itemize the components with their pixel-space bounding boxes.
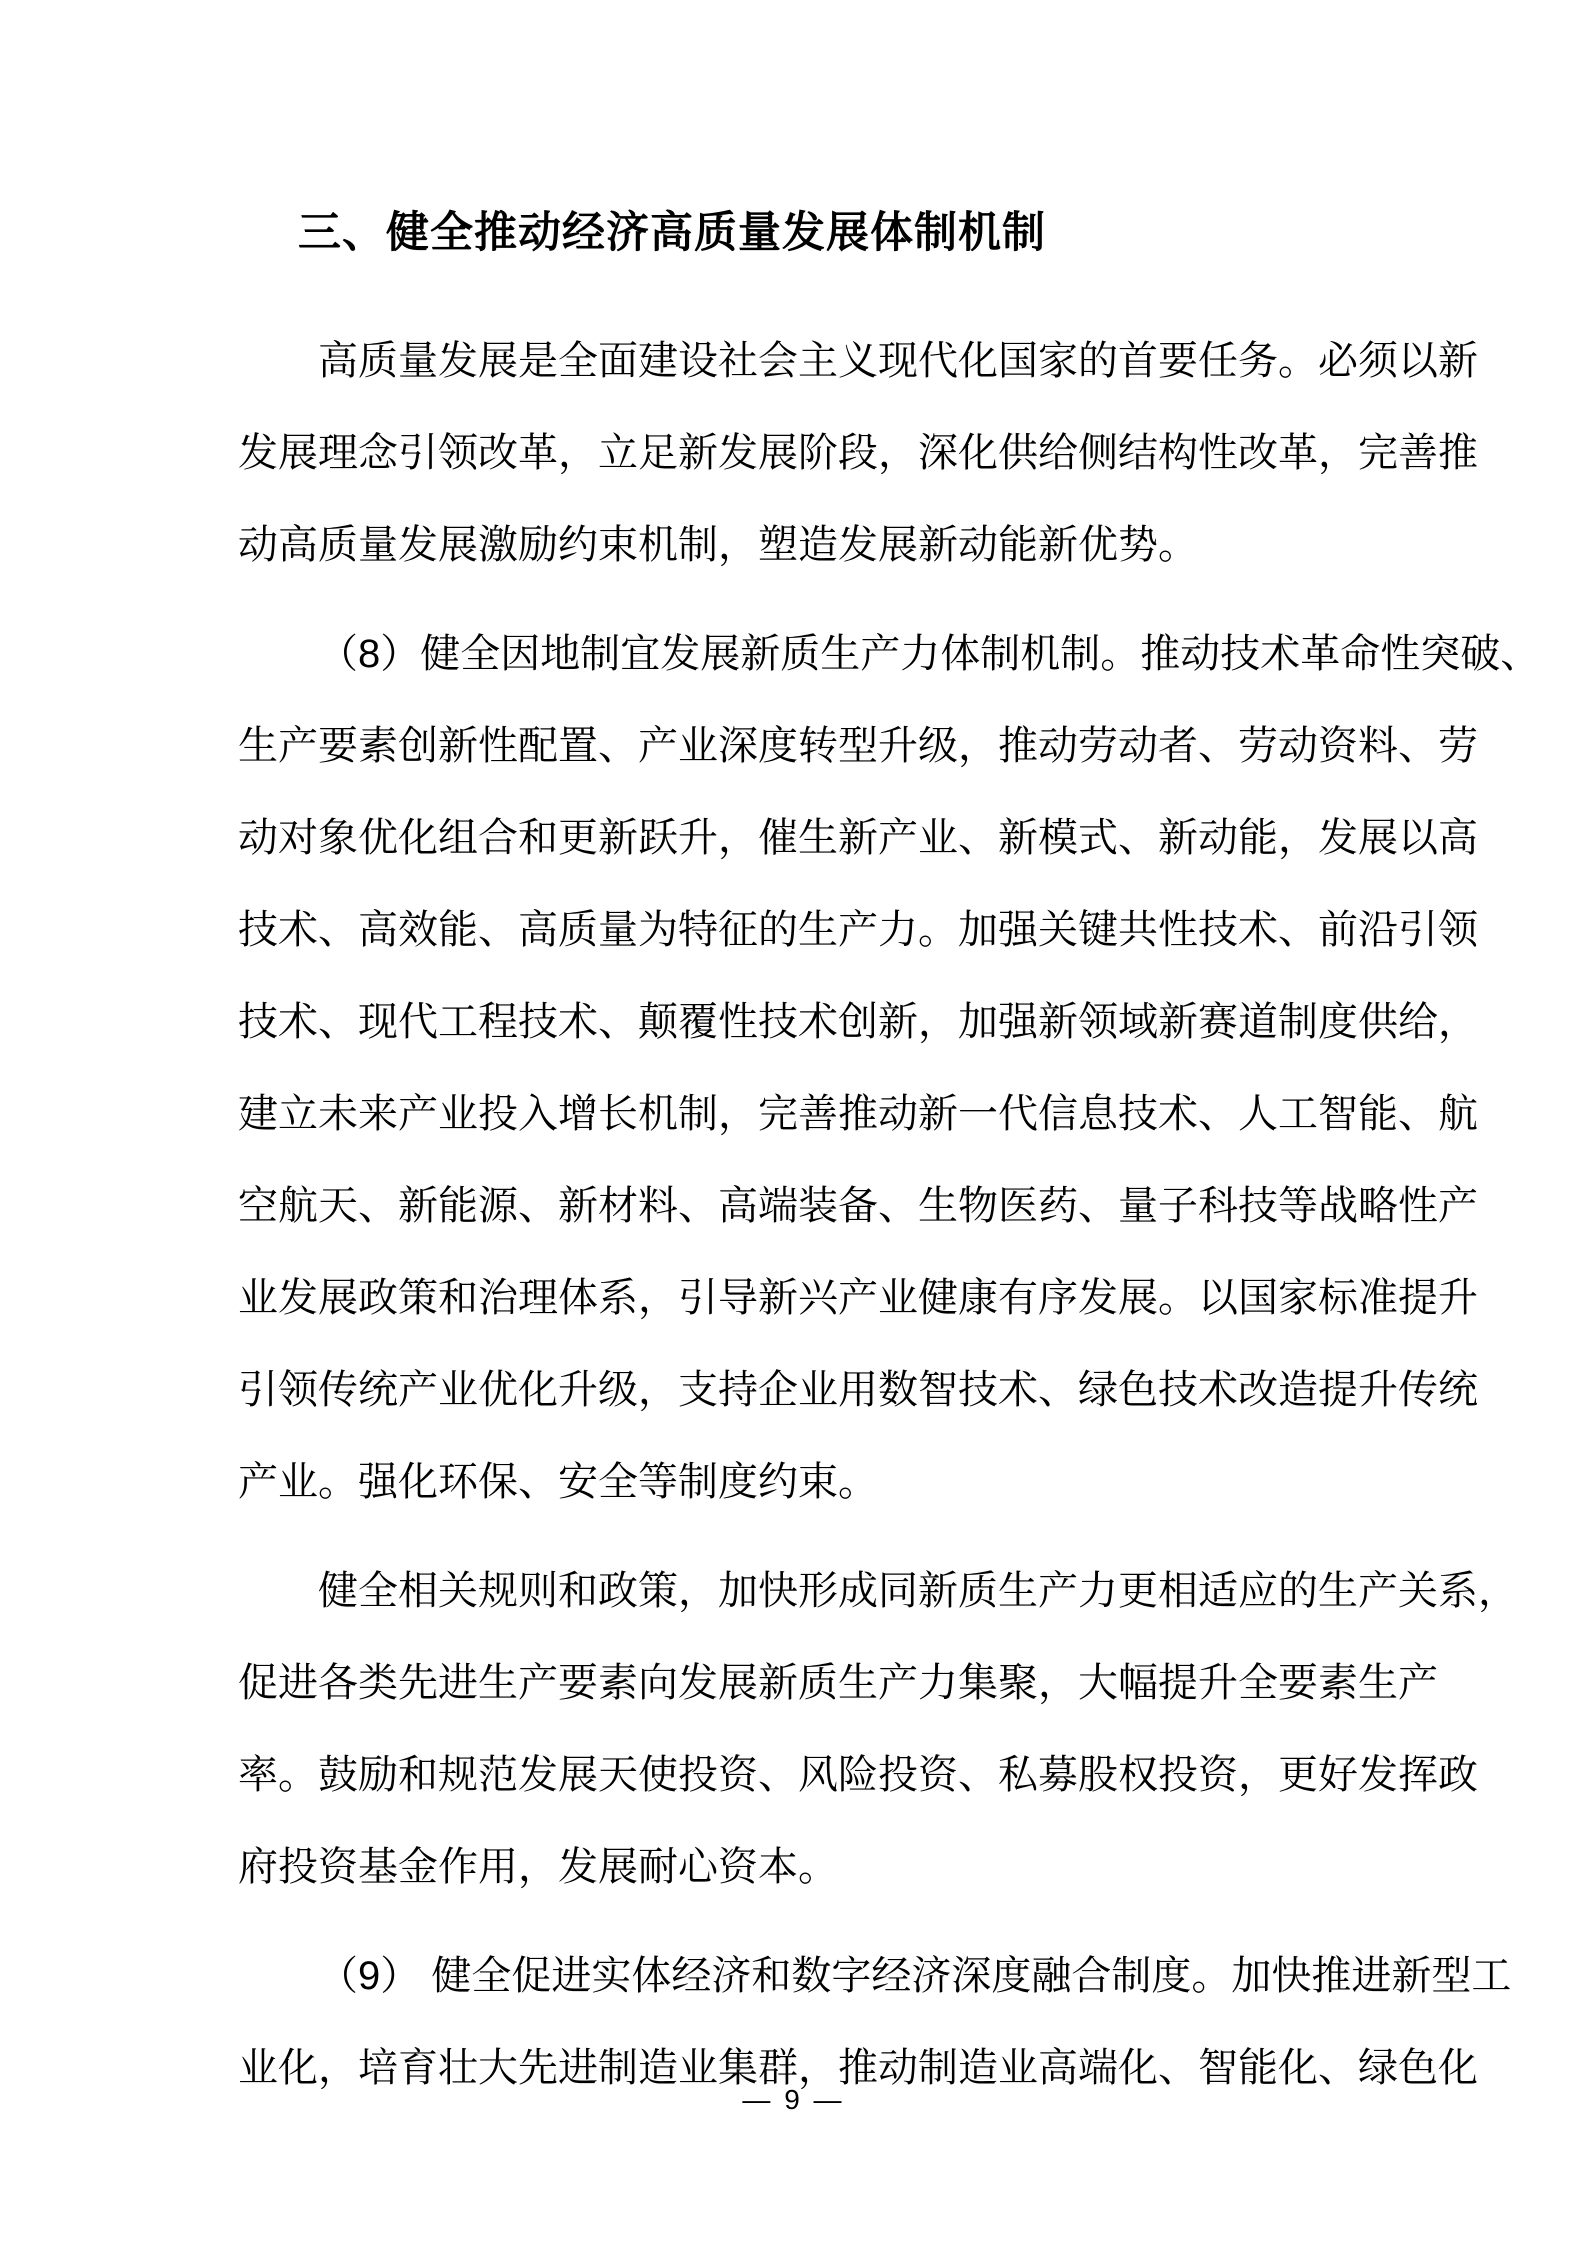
text-line: 发展理念引领改革，立足新发展阶段，深化供给侧结构性改革，完善推	[238, 431, 1478, 475]
text-line: 促进各类先进生产要素向发展新质生产力集聚，大幅提升全要素生产	[238, 1661, 1438, 1705]
text-line: 动高质量发展激励约束机制，塑造发展新动能新优势。	[238, 523, 1198, 567]
text-line: 府投资基金作用，发展耐心资本。	[238, 1845, 838, 1889]
text-line: 生产要素创新性配置、产业深度转型升级，推动劳动者、劳动资料、劳	[238, 724, 1478, 768]
paragraph-intro	[238, 315, 1478, 591]
text-line: 技术、现代工程技术、颠覆性技术创新，加强新领域新赛道制度供给，	[238, 1000, 1478, 1044]
section-heading: 三、健全推动经济高质量发展体制机制	[298, 209, 1046, 257]
text-line: 动对象优化组合和更新跃升，催生新产业、新模式、新动能，发展以高	[238, 816, 1478, 860]
text-line: 健全相关规则和政策，加快形成同新质生产力更相适应的生产关系，	[318, 1569, 1518, 1613]
text-line: 率。鼓励和规范发展天使投资、风险投资、私募股权投资，更好发挥政	[238, 1753, 1478, 1797]
text-line: （8）健全因地制宜发展新质生产力体制机制。推动技术革命性突破、	[318, 632, 1541, 676]
text-line: 业化，培育壮大先进制造业集群，推动制造业高端化、智能化、绿色化	[238, 2046, 1478, 2090]
page-number: — 9 —	[742, 2084, 845, 2115]
text-line: 业发展政策和治理体系，引导新兴产业健康有序发展。以国家标准提升	[238, 1276, 1478, 1320]
paragraph-item-8	[238, 608, 1541, 1528]
paragraph-rules-policies	[238, 1545, 1518, 1913]
text-line: 产业。强化环保、安全等制度约束。	[238, 1460, 878, 1504]
text-line: （9） 健全促进实体经济和数字经济深度融合制度。加快推进新型工	[318, 1954, 1512, 1998]
text-line: 技术、高效能、高质量为特征的生产力。加强关键共性技术、前沿引领	[238, 908, 1478, 952]
text-line: 空航天、新能源、新材料、高端装备、生物医药、量子科技等战略性产	[238, 1184, 1478, 1228]
text-line: 高质量发展是全面建设社会主义现代化国家的首要任务。必须以新	[318, 339, 1478, 383]
text-line: 建立未来产业投入增长机制，完善推动新一代信息技术、人工智能、航	[238, 1092, 1478, 1136]
text-line: 引领传统产业优化升级，支持企业用数智技术、绿色技术改造提升传统	[238, 1368, 1478, 1412]
